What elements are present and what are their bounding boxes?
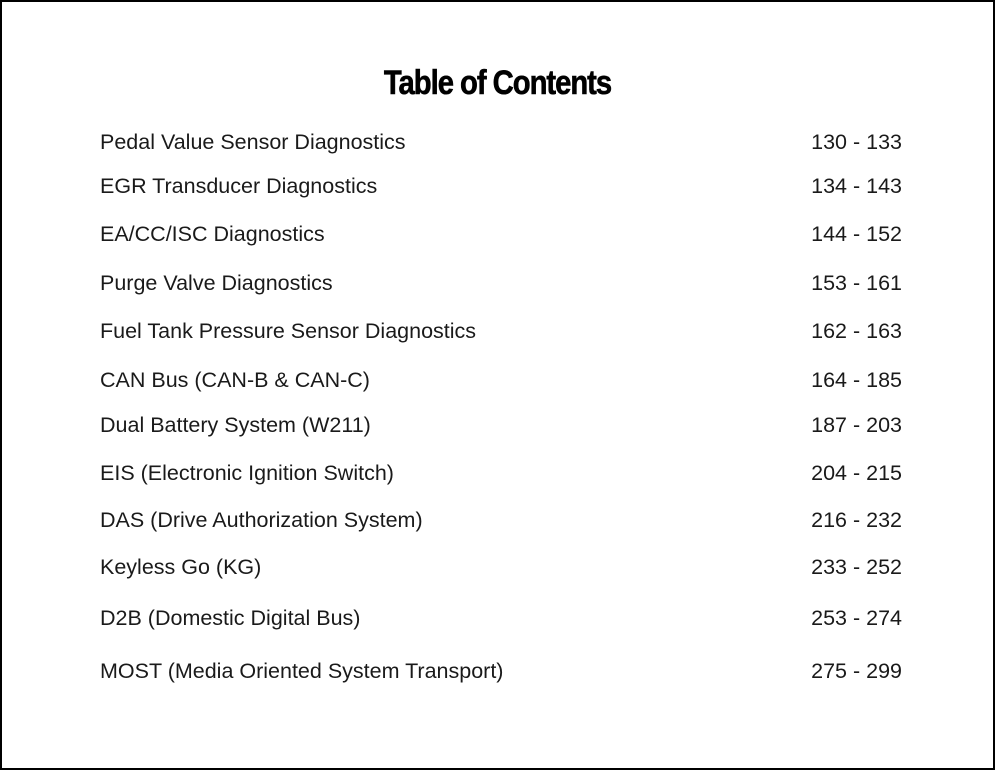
toc-entry-label: Pedal Value Sensor Diagnostics xyxy=(100,130,406,154)
toc-entry-pages: 233 - 252 xyxy=(811,555,902,579)
toc-entry xyxy=(100,605,902,631)
toc-entry-pages: 204 - 215 xyxy=(811,461,902,485)
toc-entry-pages: 275 - 299 xyxy=(811,659,902,683)
toc-entry xyxy=(100,129,902,155)
toc-entry-pages: 144 - 152 xyxy=(811,222,902,246)
toc-entry-label: Dual Battery System (W211) xyxy=(100,413,371,437)
toc-entry-label: Fuel Tank Pressure Sensor Diagnostics xyxy=(100,319,477,343)
page-title: Table of Contents xyxy=(383,64,612,102)
toc-entry xyxy=(100,318,902,344)
toc-entry-label: Keyless Go (KG) xyxy=(100,555,262,579)
toc-entry-pages: 153 - 161 xyxy=(811,271,902,295)
toc-entry xyxy=(100,173,902,199)
toc-entry-pages: 253 - 274 xyxy=(811,606,902,630)
toc-entry xyxy=(100,658,902,684)
toc-entry xyxy=(100,460,902,486)
toc-entry-label: EIS (Electronic Ignition Switch) xyxy=(100,461,394,485)
toc-entry xyxy=(100,507,902,533)
toc-entry-label: DAS (Drive Authorization System) xyxy=(100,508,423,532)
toc-entry-pages: 187 - 203 xyxy=(811,413,902,437)
toc-entry xyxy=(100,221,902,247)
toc-entry xyxy=(100,270,902,296)
toc-entry-label: EA/CC/ISC Diagnostics xyxy=(100,222,325,246)
toc-entry-pages: 134 - 143 xyxy=(811,174,902,198)
toc-entry xyxy=(100,554,902,580)
toc-entry xyxy=(100,367,902,393)
toc-entry-pages: 216 - 232 xyxy=(811,508,902,532)
toc-entry-pages: 162 - 163 xyxy=(811,319,902,343)
toc-entry-label: Purge Valve Diagnostics xyxy=(100,271,333,295)
toc-entry-label: D2B (Domestic Digital Bus) xyxy=(100,606,361,630)
toc-entry-pages: 164 - 185 xyxy=(811,368,902,392)
toc-entry-pages: 130 - 133 xyxy=(811,130,902,154)
toc-entry-label: MOST (Media Oriented System Transport) xyxy=(100,659,504,683)
toc-entry xyxy=(100,412,902,438)
toc-entry-label: EGR Transducer Diagnostics xyxy=(100,174,378,198)
toc-entry-label: CAN Bus (CAN-B & CAN-C) xyxy=(100,368,370,392)
